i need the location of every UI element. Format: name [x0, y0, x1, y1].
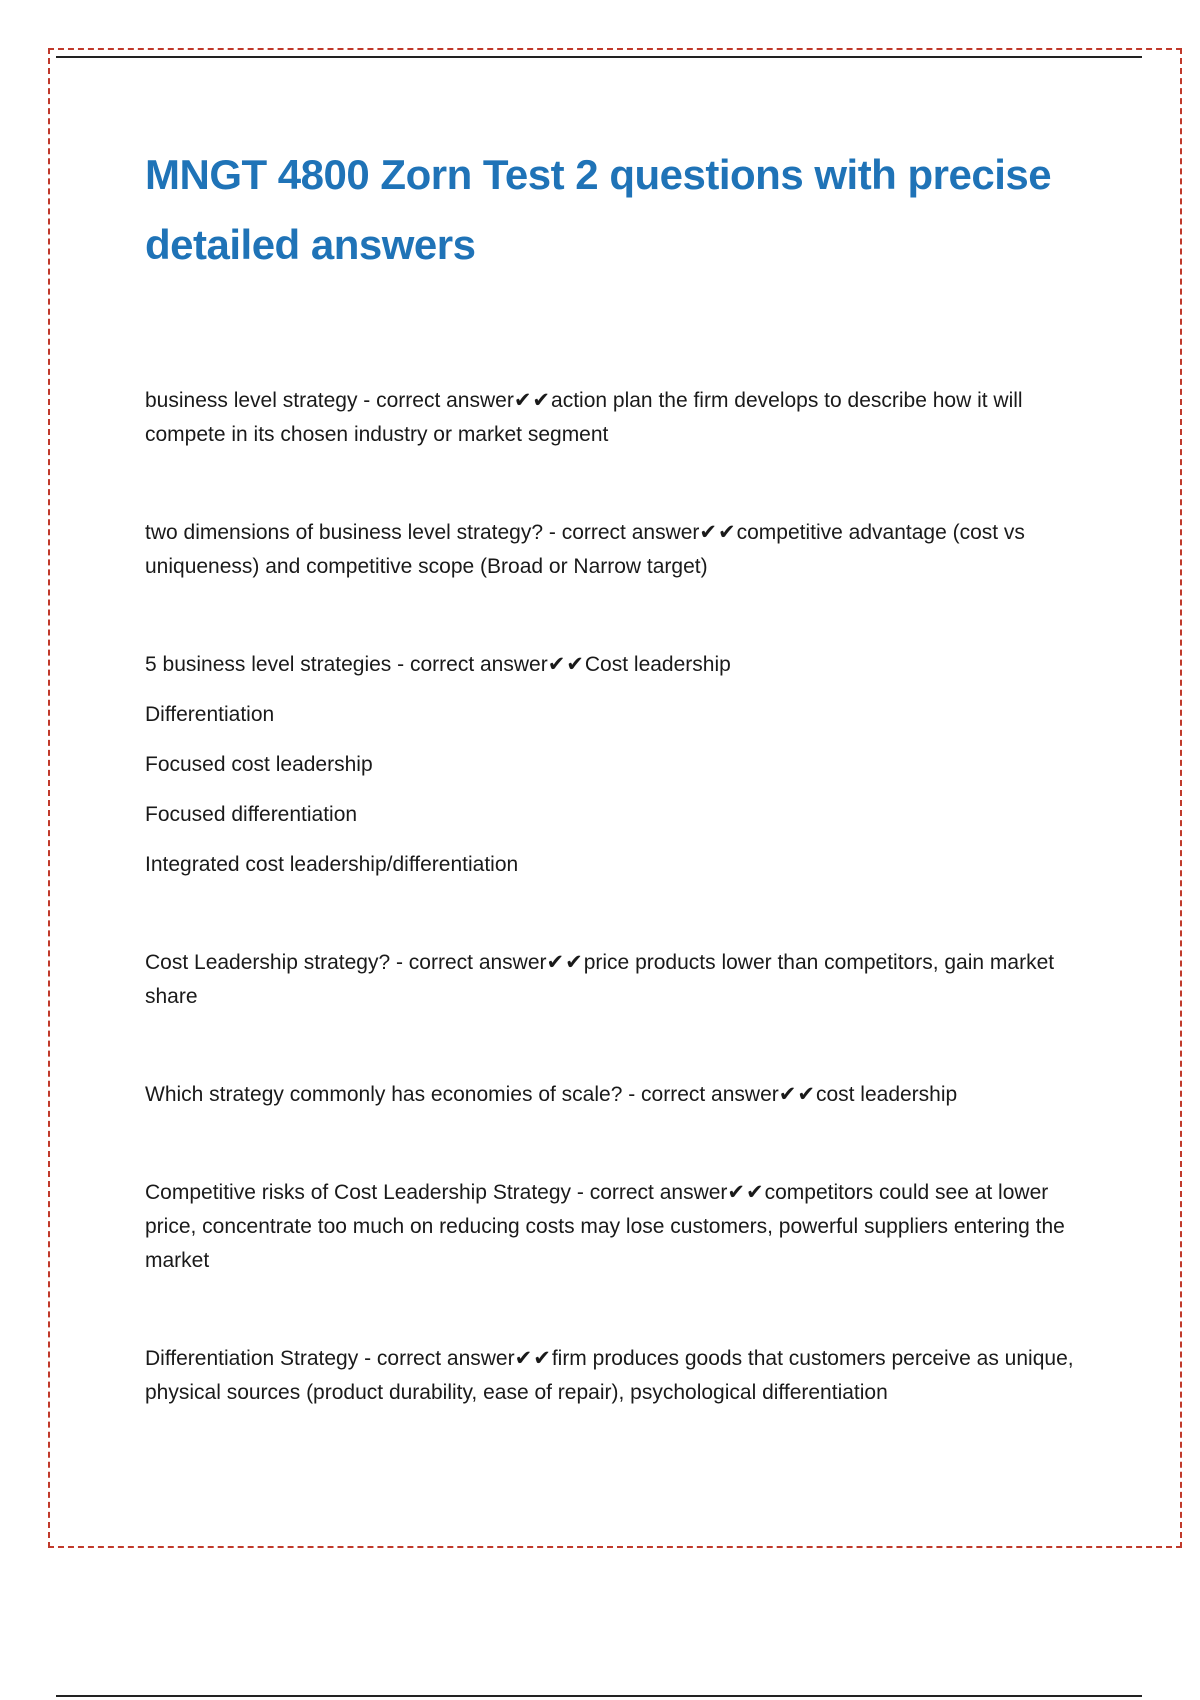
qa-item [145, 516, 1090, 584]
answer-text: price products lower than competitors, gain market share [145, 951, 1055, 1008]
qa-list [145, 384, 1090, 1410]
question-text: 5 business level strategies [145, 653, 392, 676]
answer-text: Cost leadership [584, 653, 731, 676]
qa-item [145, 1342, 1090, 1410]
question-text: Differentiation Strategy [145, 1347, 359, 1370]
answer-separator: - correct answer [543, 521, 700, 544]
qa-item [145, 648, 1090, 882]
answer-line: Integrated cost leadership/differentiation [145, 853, 519, 876]
answer-text: cost leadership [815, 1083, 958, 1106]
checkmark-icon: ✔✔ [513, 389, 552, 412]
question-text: two dimensions of business level strategy? [145, 521, 544, 544]
question-text: Which strategy commonly has economies of scale? [145, 1083, 623, 1106]
answer-text: competitive advantage (cost vs uniqueness) and competitive scope (Broad or Narrow target) [145, 521, 1025, 578]
qa-item [145, 946, 1090, 1014]
qa-item [145, 384, 1090, 452]
answer-separator: - correct answer [390, 951, 547, 974]
answer-text: firm produces goods that customers perceive as unique, physical sources (product durability, ease of repair), psychological differentiation [145, 1347, 1074, 1404]
checkmark-icon: ✔✔ [778, 1083, 816, 1106]
checkmark-icon: ✔✔ [727, 1181, 765, 1204]
question-text: business level strategy [145, 389, 358, 412]
answer-line: Focused cost leadership [145, 753, 373, 776]
document-body [145, 140, 1090, 1410]
answer-separator: - correct answer [622, 1083, 779, 1106]
answer-separator: - correct answer [358, 1347, 515, 1370]
next-page-rule [56, 1695, 1142, 1697]
question-text: Cost Leadership strategy? [145, 951, 391, 974]
header-rule [56, 56, 1142, 58]
answer-line: Differentiation [145, 703, 275, 726]
checkmark-icon: ✔✔ [514, 1347, 552, 1370]
answer-separator: - correct answer [357, 389, 514, 412]
question-text: Competitive risks of Cost Leadership Strategy [145, 1181, 572, 1204]
checkmark-icon: ✔✔ [547, 653, 585, 676]
checkmark-icon: ✔✔ [546, 951, 584, 974]
qa-item [145, 1176, 1090, 1278]
checkmark-icon: ✔✔ [699, 521, 737, 544]
answer-line: Focused differentiation [145, 803, 358, 826]
document-title: MNGT 4800 Zorn Test 2 questions with precise detailed answers [145, 151, 1052, 268]
answer-text: competitors could see at lower price, concentrate too much on reducing costs may lose customers, powerful suppliers entering the market [145, 1181, 1065, 1272]
answer-text: action plan the firm develops to describe how it will compete in its chosen industry or market segment [145, 389, 1023, 446]
answer-separator: - correct answer [571, 1181, 728, 1204]
qa-item [145, 1078, 1090, 1112]
answer-separator: - correct answer [391, 653, 548, 676]
